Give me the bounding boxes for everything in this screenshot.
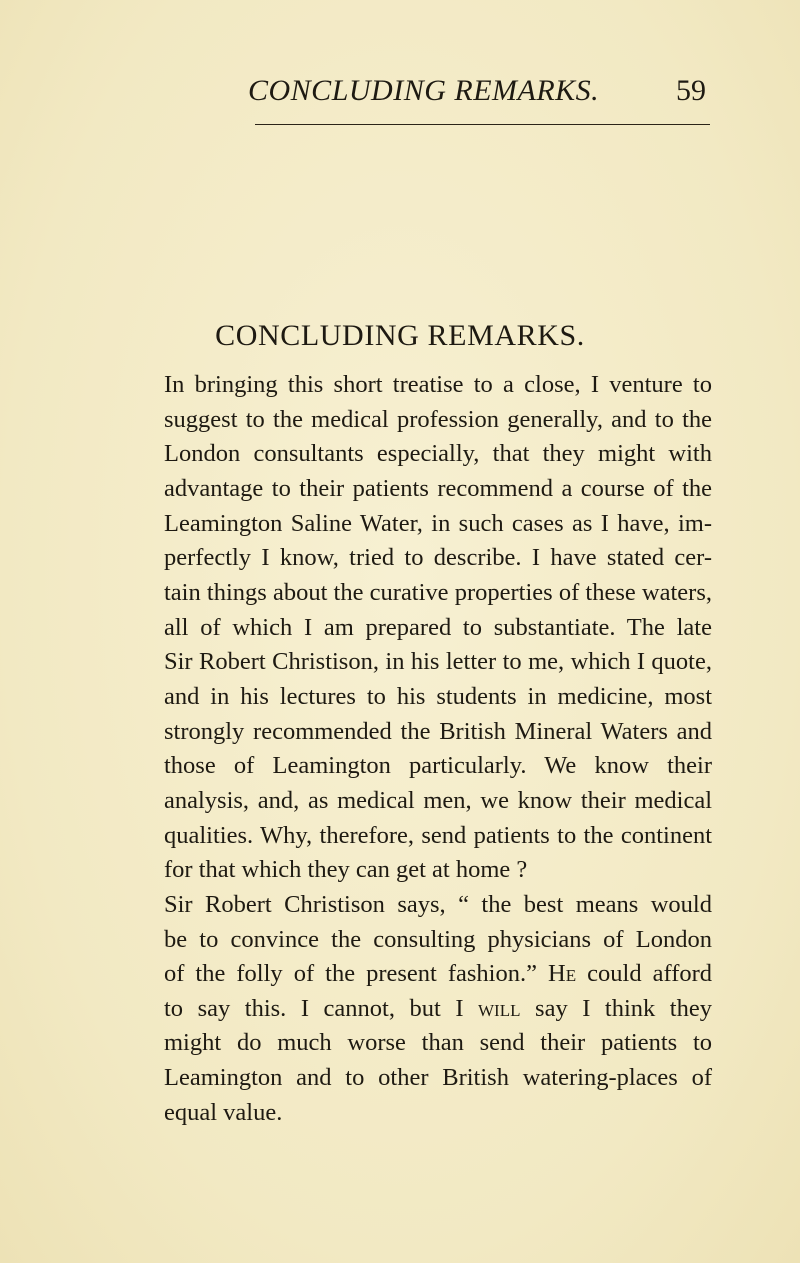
paragraph-2 [134, 888, 712, 1131]
small-caps-will: will [478, 994, 521, 1022]
text-line: those of Leamington particularly. We know their [164, 752, 712, 780]
running-head [0, 74, 800, 114]
text-line-with-small-caps [134, 957, 712, 992]
text-segment: say I think they [535, 994, 712, 1022]
text-line: Sir Robert Christison says, “ the best means would [164, 890, 712, 918]
text-line: tain things about the curative properties of these waters, [164, 578, 712, 606]
text-segment: could afford [587, 960, 713, 988]
small-caps-he: He [548, 960, 577, 988]
text-line: suggest to the medical profession generally, and to the [164, 405, 712, 433]
text-line: might do much worse than send their patients to [164, 1029, 712, 1057]
text-line: In bringing this short treatise to a close, I venture to [164, 371, 712, 398]
paragraph-1 [134, 368, 712, 888]
text-line: equal value. [164, 1098, 283, 1126]
head-rule [255, 124, 710, 125]
text-line: qualities. Why, therefore, send patients to the continent [164, 821, 712, 849]
text-line: for that which they can get at home ? [164, 856, 528, 884]
text-line: perfectly I know, tried to describe. I have stated cer- [164, 544, 712, 572]
text-line: be to convince the consulting physicians of London [164, 925, 712, 953]
text-line: analysis, and, as medical men, we know their medical [164, 786, 712, 814]
page-number: 59 [676, 74, 706, 107]
text-line: and in his lectures to his students in medicine, most [164, 682, 712, 710]
text-line: advantage to their patients recommend a course of the [164, 474, 712, 502]
text-line: Sir Robert Christison, in his letter to me, which I quote, [164, 648, 712, 676]
running-head-title: CONCLUDING REMARKS. [248, 74, 600, 107]
body-text [134, 368, 712, 1130]
text-line: Leamington and to other British watering-places of [164, 1064, 712, 1092]
text-line: strongly recommended the British Mineral Waters and [164, 717, 712, 745]
text-segment: to say this. I cannot, but I [164, 994, 464, 1022]
text-line: all of which I am prepared to substantiate. The late [164, 613, 712, 641]
text-line: Leamington Saline Water, in such cases as I have, im- [164, 509, 712, 537]
chapter-heading: CONCLUDING REMARKS. [215, 319, 585, 352]
text-segment: of the folly of the present fashion.” [164, 960, 537, 988]
text-line-with-small-caps [134, 992, 712, 1027]
text-line: London consultants especially, that they might with [164, 440, 712, 468]
